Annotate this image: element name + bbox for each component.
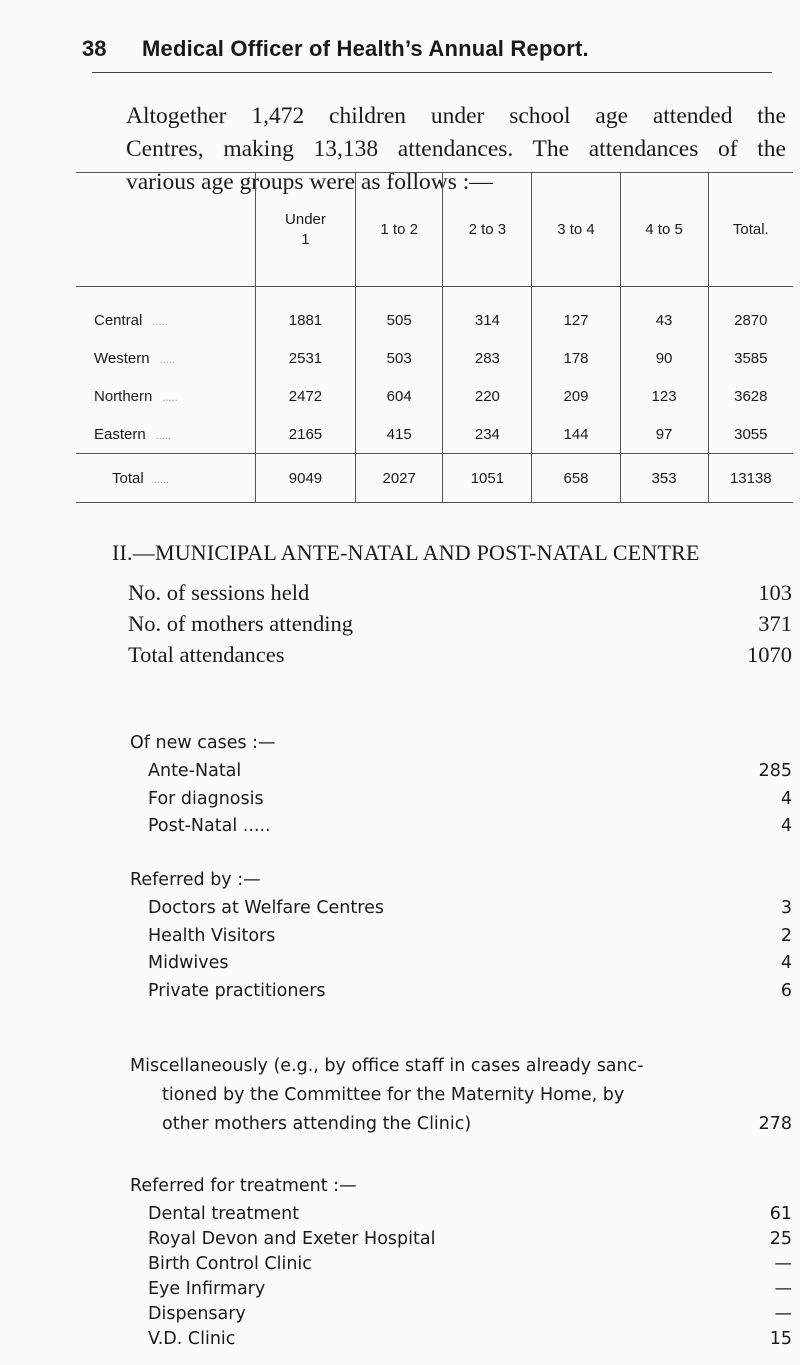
row-label: Eastern ..... [94,425,171,443]
table-row-western [76,339,793,377]
table-cell: 658 [532,454,620,503]
summary-label: No. of sessions held [128,580,310,605]
table-cell: 3585 [708,339,793,377]
summary-row [128,642,792,673]
list-item: Birth Control Clinic — [148,1254,792,1274]
miscellaneous-referrals [130,1052,792,1139]
header-rule [92,72,772,73]
table-cell: 2027 [356,454,443,503]
summary-row [128,580,792,611]
table-cell: 2531 [255,339,355,377]
table-cell: 314 [443,287,532,340]
list-item: V.D. Clinic 15 [148,1329,792,1349]
table-cell: 3628 [708,377,793,415]
table-cell: 90 [620,339,708,377]
column-header-1-to-2: 1 to 2 [356,173,443,287]
row-label: Central ..... [94,311,168,329]
list-item: Post-Natal ..... 4 [148,816,792,836]
new-cases-heading: Of new cases :— [130,733,276,753]
list-item: Doctors at Welfare Centres 3 [148,898,792,918]
misc-line: tioned by the Committee for the Maternity Home, by [162,1085,625,1105]
summary-value: 103 [758,580,792,605]
table-cell: 1051 [443,454,532,503]
table-row-eastern [76,415,793,454]
column-header-3-to-4: 3 to 4 [532,173,620,287]
summary-value: 371 [758,611,792,636]
row-label: Western ..... [94,349,175,367]
table-cell: 505 [356,287,443,340]
misc-line: Miscellaneously (e.g., by office staff in cases already sanc- [130,1056,644,1076]
table-cell: 2472 [255,377,355,415]
column-header-centre [76,173,255,287]
table-cell: 220 [443,377,532,415]
summary-value: 1070 [747,642,792,667]
misc-line: other mothers attending the Clinic) [162,1114,472,1134]
list-item: Royal Devon and Exeter Hospital 25 [148,1229,792,1249]
table-cell: 127 [532,287,620,340]
section-title: II.—MUNICIPAL ANTE-NATAL AND POST-NATAL CENTRE [112,540,700,565]
list-item: Private practitioners 6 [148,980,792,1001]
list-item: For diagnosis 4 [148,788,792,809]
intro-line: Altogether 1,472 children under school age attended the [126,103,786,129]
misc-value: 278 [758,1114,792,1134]
table-cell: 604 [356,377,443,415]
list-item: Health Visitors 2 [148,925,792,946]
summary-label: Total attendances [128,642,285,667]
table-cell: 43 [620,287,708,340]
table-cell: 2165 [255,415,355,454]
age-group-attendance-table [76,172,793,503]
table-cell: 178 [532,339,620,377]
table-cell: 13138 [708,454,793,503]
intro-line: Centres, making 13,138 attendances. The attendances of the [126,136,786,162]
table-row-total [76,454,793,503]
table-cell: 97 [620,415,708,454]
centre-summary [128,580,792,673]
table-cell: 9049 [255,454,355,503]
referred-by-heading: Referred by :— [130,870,261,890]
table-cell: 234 [443,415,532,454]
row-label: Total ..... [112,469,169,487]
intro-line: various age groups were as follows :— [126,169,493,195]
page-header [82,36,782,66]
table-cell: 2870 [708,287,793,340]
table-row-central [76,287,793,340]
table-cell: 144 [532,415,620,454]
referred-for-treatment-list [130,1176,792,1354]
referred-by-list [130,870,792,1008]
table-cell: 353 [620,454,708,503]
table-cell: 503 [356,339,443,377]
column-header-total: Total. [708,173,793,287]
misc-paragraph [130,1052,792,1139]
column-header-under-1: Under 1 [255,173,355,287]
table-cell: 415 [356,415,443,454]
table-cell: 283 [443,339,532,377]
table-row-northern [76,377,793,415]
list-item: Dental treatment 61 [148,1204,792,1224]
summary-row [128,611,792,642]
column-header-4-to-5: 4 to 5 [620,173,708,287]
table-cell: 209 [532,377,620,415]
row-label: Northern ..... [94,387,178,405]
table-cell: 123 [620,377,708,415]
column-header-2-to-3: 2 to 3 [443,173,532,287]
running-title: Medical Officer of Health’s Annual Report. [142,36,589,61]
list-item: Midwives 4 [148,953,792,973]
list-item: Eye Infirmary — [148,1279,792,1299]
table-header-row [76,173,793,287]
new-cases-list [130,733,792,844]
list-item: Dispensary — [148,1304,792,1324]
referred-for-heading: Referred for treatment :— [130,1176,357,1196]
page-number: 38 [82,36,107,61]
summary-label: No. of mothers attending [128,611,353,636]
table-cell: 1881 [255,287,355,340]
table-cell: 3055 [708,415,793,454]
list-item: Ante-Natal 285 [148,761,792,781]
